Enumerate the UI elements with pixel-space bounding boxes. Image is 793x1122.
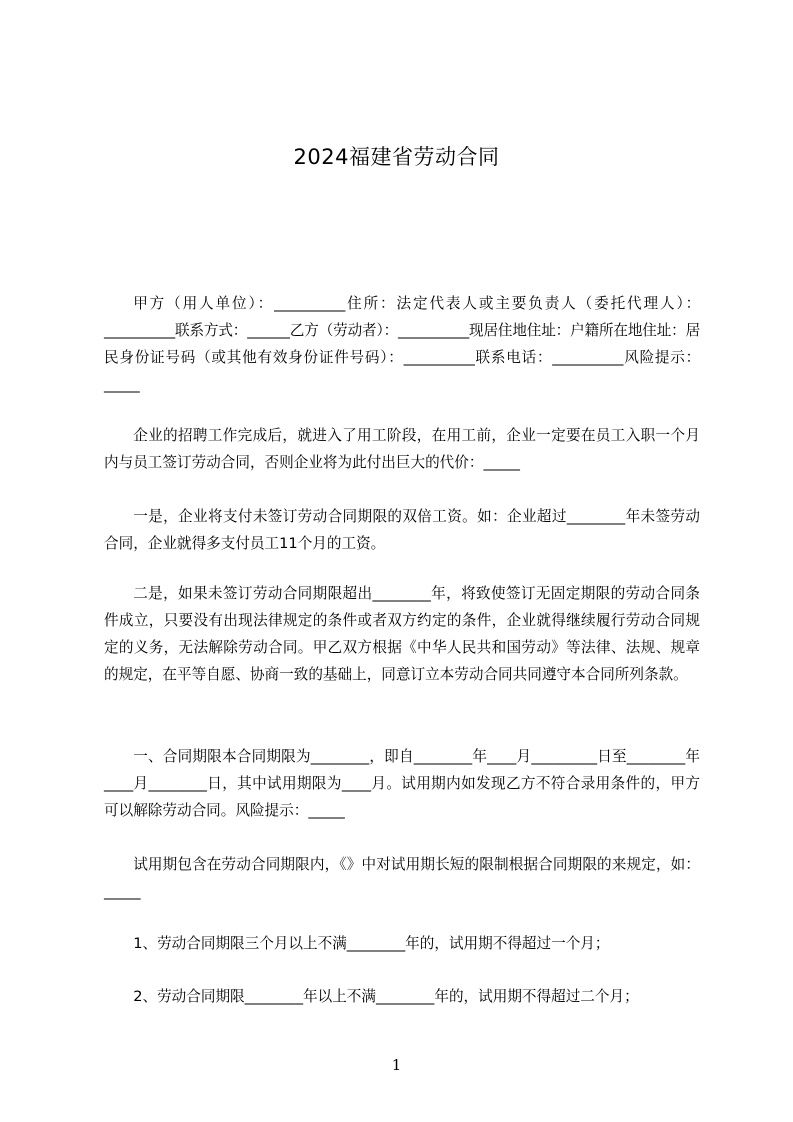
double-wage-paragraph: 一是，企业将支付未签订劳动合同期限的双倍工资。如：企业超过________年未签劳动合同，企业就得多支付员工11个月的工资。 (104, 508, 700, 552)
document-title: 2024福建省劳动合同 (293, 145, 500, 169)
contract-term-paragraph: 一、合同期限本合同期限为________，即自________年____月_________日至________年____月________日，其中试用期限为____月。试用期内如发现乙方不符合录用条件的，甲方可以解除劳动合同。风险提示：_____ (104, 748, 700, 819)
probation-paragraph: 试用期包含在劳动合同期限内，《》中对试用期长短的限制根据合同期限的来规定，如：_____ (104, 856, 700, 900)
probation-rule-1: 1、劳动合同期限三个月以上不满________年的，试用期不得超过一个月； (133, 935, 610, 952)
page-number: 1 (391, 1056, 402, 1074)
open-ended-contract-paragraph: 二是，如果未签订劳动合同期限超出________年，将致使签订无固定期限的劳动合同条件成立，只要没有出现法律规定的条件或者双方约定的条件，企业就得继续履行劳动合同规定的义务，无法解除劳动合同。甲乙双方根据《中华人民共和国劳动》等法律、法规、规章的规定，在平等自愿、协商一致的基础上，同意订立本劳动合同共同遵守本合同所列条款。 (104, 585, 700, 683)
recruitment-paragraph: 企业的招聘工作完成后，就进入了用工阶段，在用工前，企业一定要在员工入职一个月内与员工签订劳动合同，否则企业将为此付出巨大的代价：_____ (104, 427, 700, 471)
party-info-paragraph: 甲方（用人单位）：__________住所：法定代表人或主要负责人（委托代理人）：__________联系方式：______乙方（劳动者）：__________现居住地住址：户籍所在地住址：居民身份证号码（或其他有效身份证件号码）：__________联系电话：__________风险提示：_____ (104, 295, 700, 393)
probation-rule-2: 2、劳动合同期限________年以上不满________年的，试用期不得超过二个月； (133, 988, 639, 1005)
